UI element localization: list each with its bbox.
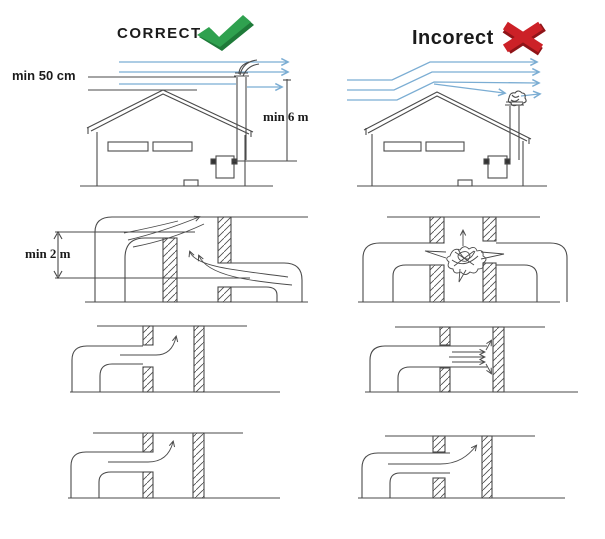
left-duct-outer [363,243,430,302]
flow-arrow [199,256,292,285]
duct-outer [370,346,487,392]
boiler-body [488,156,507,178]
flue-wall-hatched [143,326,153,345]
checkmark-icon [197,15,254,51]
wind-line-to-chimney-icon [434,84,504,93]
left-duct-inner [393,265,430,302]
wind-arrows-correct [119,62,287,87]
upper-duct-inner [125,238,163,302]
flow-line [124,221,178,233]
flow-arrow [388,446,476,464]
flow-arrow [128,217,199,240]
duct-outer [71,452,153,498]
wind-line-icon [521,94,539,96]
house-correct [80,60,273,186]
house-incorrect [357,91,547,186]
scribble [458,252,470,262]
duct-inner [100,364,143,392]
flue-wall-hatched [218,217,231,263]
flue-wall-hatched [430,217,444,243]
flue-wall-hatched [163,238,177,302]
flue-wall-hatched [430,265,444,302]
panel-house-incorrect [357,91,547,186]
flue-wall-hatched [483,217,496,241]
flue-wall-hatched [440,327,450,345]
wind-line-icon [347,62,536,80]
window [153,142,192,151]
window [384,142,421,151]
flue-wall-hatched [194,326,204,392]
flue-wall-hatched [143,367,153,392]
flue-wall-hatched [433,436,445,452]
panel-duct-flush-correct [70,326,280,392]
spike-down [459,269,466,282]
lower-duct-inner [231,287,277,302]
flue-wall-hatched [143,472,153,498]
cross-icon [503,22,546,56]
flue-wall-hatched [440,368,450,392]
boiler-knob [211,159,216,164]
flue-wall-hatched [483,263,496,302]
dim-min-6m-label: min 6 m [263,109,309,124]
boiler [484,156,510,178]
flow-arrows-lower [190,252,292,285]
roof-inner-line [368,96,527,141]
chimney-cap [234,73,249,76]
panel-duct-gap-incorrect [358,436,565,498]
duct-outer [72,346,143,392]
boiler-knob [484,159,489,164]
dim-min-2m-label: min 2 m [25,246,71,261]
boiler-body [216,156,234,178]
flue-wall-hatched [193,433,204,498]
dim-min-50cm-label: min 50 cm [12,68,76,83]
right-duct-outer [496,243,567,302]
panel-duct-toofar-incorrect [365,327,578,392]
flue-wall-hatched [143,433,153,452]
incorrect-label: Incorect [412,27,494,49]
turbulence-scribble-icon [447,247,486,275]
panel-flue-spacing-correct [54,217,308,302]
line-drawings [54,60,578,498]
right-duct-inner [496,265,537,302]
boiler [211,156,237,178]
eave-tick [88,127,251,137]
chimney-cowl-icon [508,91,526,106]
wind-arrows [119,62,539,100]
boiler-knob [505,159,510,164]
roof-outline [364,92,531,139]
panel-flue-opposed-incorrect [358,217,567,302]
chimney-tall [234,60,259,160]
flow-arrow [190,252,288,277]
window [108,142,148,151]
window [426,142,464,151]
spike-left [425,251,446,258]
vent [184,180,198,186]
upper-duct-outer [95,217,120,302]
deflect-arrow-down [486,364,491,373]
wind-line-icon [347,72,538,90]
flue-wall-hatched [482,436,492,498]
flue-wall-hatched [433,478,445,498]
flue-wall-hatched [218,287,231,302]
duct-inner [99,472,143,498]
roof-outline [87,90,253,132]
flue-wall-hatched [493,327,504,392]
spike-right [481,252,504,259]
vent [458,180,472,186]
panel-duct-sealed-correct [68,433,280,498]
correct-label: CORRECT [117,25,202,42]
